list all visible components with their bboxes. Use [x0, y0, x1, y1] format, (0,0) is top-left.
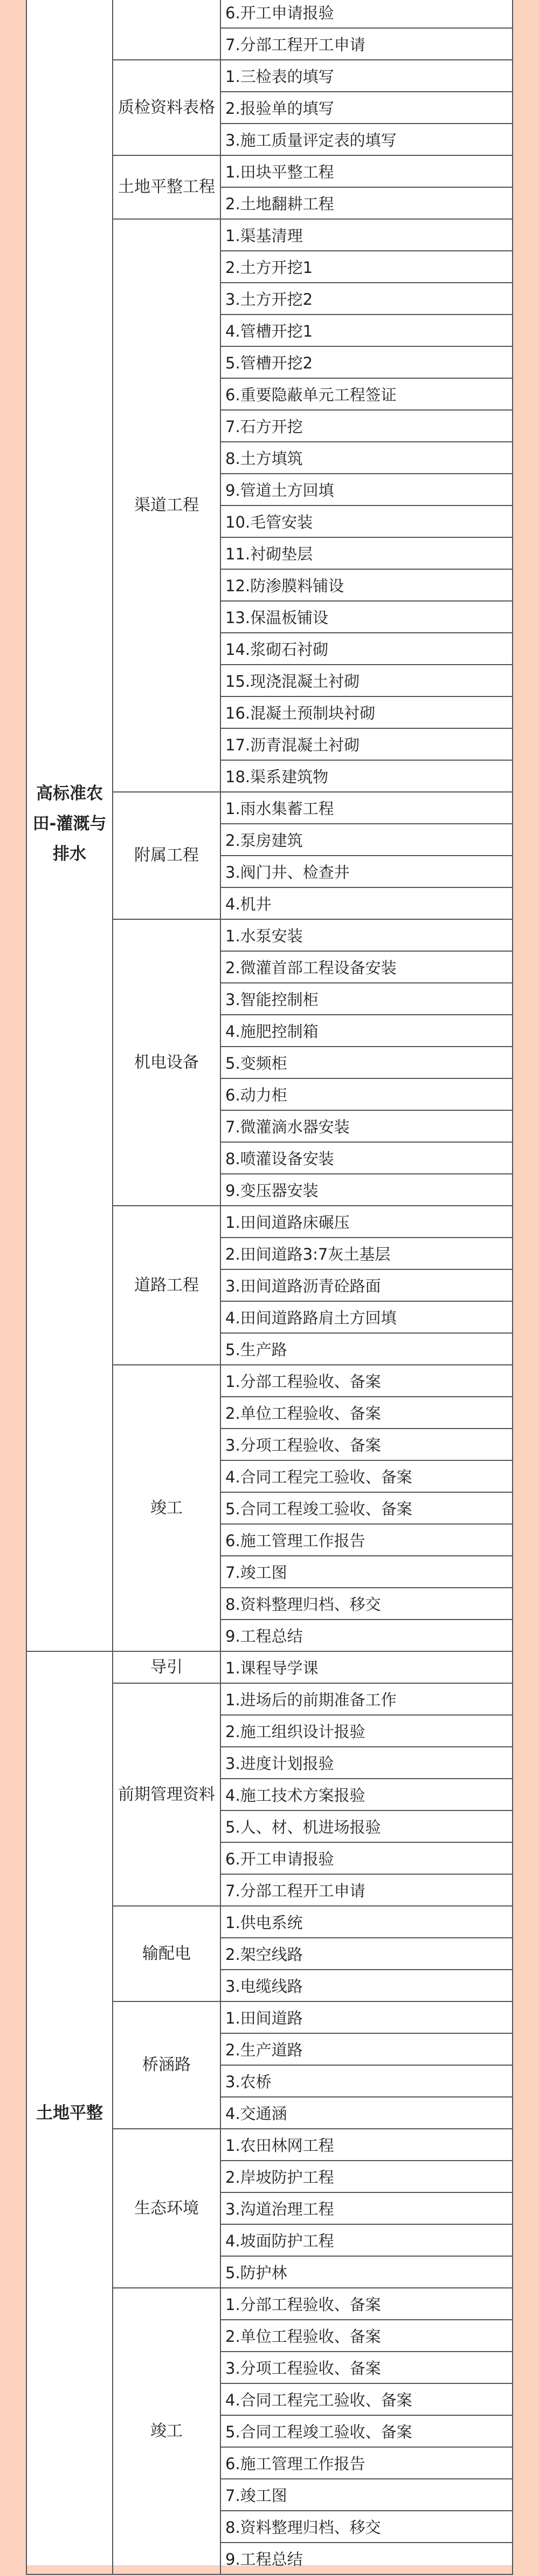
lesson-item: 9.工程总结	[220, 1620, 513, 1651]
lesson-item: 3.田间道路沥青砼路面	[220, 1269, 513, 1301]
lesson-item: 2.报验单的填写	[220, 92, 513, 124]
lesson-item: 7.分部工程开工申请	[220, 1874, 513, 1906]
table-row	[26, 0, 513, 28]
group-cell: 导引	[113, 1651, 220, 1683]
lesson-item: 8.资料整理归档、移交	[220, 2511, 513, 2543]
lesson-item: 2.施工组织设计报验	[220, 1715, 513, 1747]
lesson-item: 4.管槽开挖1	[220, 315, 513, 346]
lesson-item: 3.分项工程验收、备案	[220, 1429, 513, 1460]
lesson-item: 5.人、材、机进场报验	[220, 1810, 513, 1842]
group-cell: 前期管理资料	[113, 1683, 220, 1906]
group-cell	[113, 0, 220, 60]
lesson-item: 3.阀门井、检查井	[220, 856, 513, 887]
lesson-item: 2.架空线路	[220, 1938, 513, 1970]
lesson-item: 1.渠基清理	[220, 219, 513, 251]
lesson-item: 5.防护林	[220, 2256, 513, 2288]
table-row	[26, 1651, 513, 1683]
lesson-item: 1.水泵安装	[220, 919, 513, 951]
lesson-item: 9.变压器安装	[220, 1174, 513, 1206]
lesson-item: 2.泵房建筑	[220, 824, 513, 856]
course-outline-sheet	[26, 0, 513, 2568]
lesson-item: 2.单位工程验收、备案	[220, 1397, 513, 1429]
lesson-item: 4.施工技术方案报验	[220, 1779, 513, 1810]
lesson-item: 2.岸坡防护工程	[220, 2161, 513, 2192]
lesson-item: 1.田块平整工程	[220, 155, 513, 187]
lesson-item: 4.施肥控制箱	[220, 1015, 513, 1047]
lesson-item: 3.电缆线路	[220, 1970, 513, 2001]
lesson-item: 10.毛管安装	[220, 505, 513, 537]
lesson-item: 7.微灌滴水器安装	[220, 1110, 513, 1142]
lesson-item: 1.供电系统	[220, 1906, 513, 1938]
group-cell: 竣工	[113, 1365, 220, 1651]
lesson-item: 17.沥青混凝土衬砌	[220, 728, 513, 760]
lesson-item: 1.田间道路	[220, 2001, 513, 2033]
lesson-item: 4.合同工程完工验收、备案	[220, 1460, 513, 1492]
lesson-item: 9.管道土方回填	[220, 474, 513, 505]
lesson-item: 7.分部工程开工申请	[220, 28, 513, 60]
lesson-item: 1.课程导学课	[220, 1651, 513, 1683]
group-cell: 机电设备	[113, 919, 220, 1206]
lesson-item: 1.分部工程验收、备案	[220, 2288, 513, 2320]
lesson-item: 7.竣工图	[220, 2479, 513, 2511]
lesson-item: 16.混凝土预制块衬砌	[220, 696, 513, 728]
lesson-item: 9.工程总结	[220, 2543, 513, 2574]
group-cell: 土地平整工程	[113, 155, 220, 219]
group-cell: 渠道工程	[113, 219, 220, 792]
lesson-item: 4.交通涵	[220, 2097, 513, 2129]
group-cell: 附属工程	[113, 792, 220, 919]
lesson-item: 3.智能控制柜	[220, 983, 513, 1015]
lesson-item: 3.农桥	[220, 2065, 513, 2097]
lesson-item: 11.衬砌垫层	[220, 537, 513, 569]
lesson-item: 2.生产道路	[220, 2033, 513, 2065]
lesson-item: 2.土方开挖1	[220, 251, 513, 283]
lesson-item: 6.重要隐蔽单元工程签证	[220, 378, 513, 410]
lesson-item: 6.施工管理工作报告	[220, 2447, 513, 2479]
lesson-item: 7.竣工图	[220, 1556, 513, 1588]
lesson-item: 3.分项工程验收、备案	[220, 2352, 513, 2383]
lesson-item: 6.开工申请报验	[220, 1842, 513, 1874]
lesson-item: 2.土地翻耕工程	[220, 187, 513, 219]
lesson-item: 5.合同工程竣工验收、备案	[220, 2415, 513, 2447]
lesson-item: 1.分部工程验收、备案	[220, 1365, 513, 1397]
lesson-item: 5.合同工程竣工验收、备案	[220, 1492, 513, 1524]
lesson-item: 6.施工管理工作报告	[220, 1524, 513, 1556]
lesson-item: 18.渠系建筑物	[220, 760, 513, 792]
lesson-item: 4.坡面防护工程	[220, 2224, 513, 2256]
lesson-item: 12.防渗膜料铺设	[220, 569, 513, 601]
group-cell: 桥涵路	[113, 2001, 220, 2129]
lesson-item: 4.合同工程完工验收、备案	[220, 2383, 513, 2415]
lesson-item: 4.田间道路路肩土方回填	[220, 1301, 513, 1333]
lesson-item: 14.浆砌石衬砌	[220, 633, 513, 665]
lesson-item: 1.三检表的填写	[220, 60, 513, 92]
group-cell: 输配电	[113, 1906, 220, 2001]
lesson-item: 5.生产路	[220, 1333, 513, 1365]
lesson-item: 7.石方开挖	[220, 410, 513, 442]
lesson-item: 6.开工申请报验	[220, 0, 513, 28]
lesson-item: 2.田间道路3:7灰土基层	[220, 1238, 513, 1269]
category-cell: 高标准农田-灌溉与排水	[26, 0, 113, 1651]
lesson-item: 3.进度计划报验	[220, 1747, 513, 1779]
lesson-item: 15.现浇混凝土衬砌	[220, 665, 513, 696]
lesson-item: 8.资料整理归档、移交	[220, 1588, 513, 1620]
group-cell: 竣工	[113, 2288, 220, 2574]
lesson-item: 5.管槽开挖2	[220, 346, 513, 378]
category-cell: 土地平整	[26, 1651, 113, 2574]
group-cell: 生态环境	[113, 2129, 220, 2288]
group-cell: 道路工程	[113, 1206, 220, 1365]
lesson-item: 1.农田林网工程	[220, 2129, 513, 2161]
lesson-item: 3.土方开挖2	[220, 283, 513, 315]
lesson-item: 4.机井	[220, 887, 513, 919]
lesson-item: 1.雨水集蓄工程	[220, 792, 513, 824]
group-cell: 质检资料表格	[113, 60, 220, 155]
lesson-item: 1.田间道路床碾压	[220, 1206, 513, 1238]
course-outline-body	[26, 0, 513, 2574]
lesson-item: 5.变频柜	[220, 1047, 513, 1078]
lesson-item: 2.单位工程验收、备案	[220, 2320, 513, 2352]
lesson-item: 8.喷灌设备安装	[220, 1142, 513, 1174]
lesson-item: 13.保温板铺设	[220, 601, 513, 633]
lesson-item: 1.进场后的前期准备工作	[220, 1683, 513, 1715]
lesson-item: 2.微灌首部工程设备安装	[220, 951, 513, 983]
lesson-item: 8.土方填筑	[220, 442, 513, 474]
lesson-item: 3.施工质量评定表的填写	[220, 124, 513, 155]
lesson-item: 3.沟道治理工程	[220, 2192, 513, 2224]
course-outline-table	[26, 0, 513, 2575]
lesson-item: 6.动力柜	[220, 1078, 513, 1110]
